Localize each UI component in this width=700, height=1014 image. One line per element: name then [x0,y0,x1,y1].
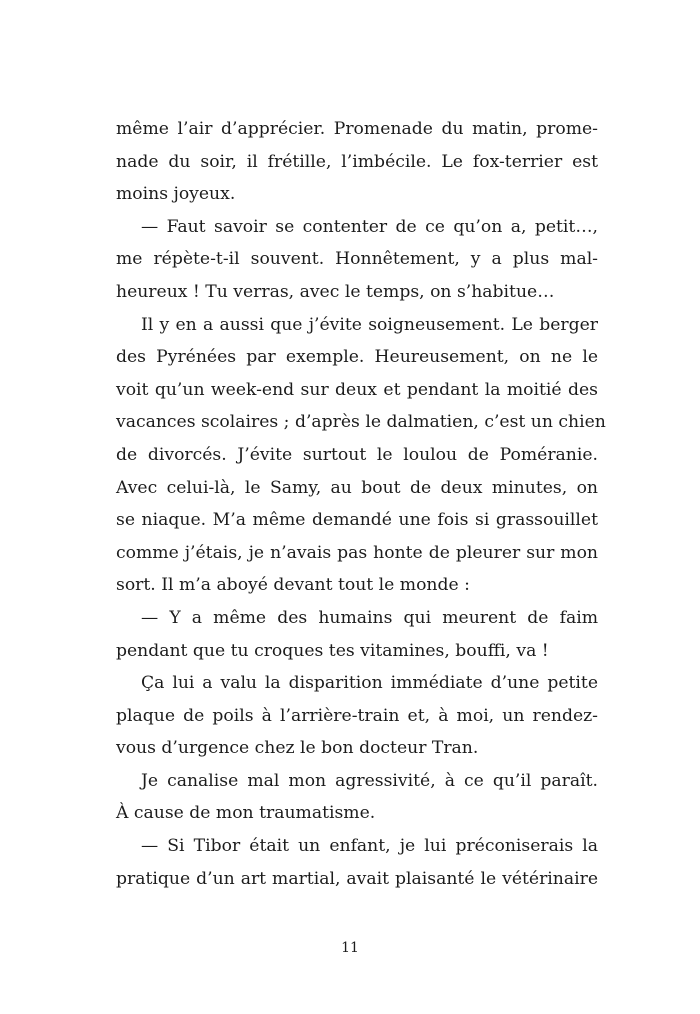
text-line: À cause de mon traumatisme. [116,803,376,824]
text-line: Avec celui-là, le Samy, au bout de deux minutes, on [116,477,598,498]
text-line: plaque de poils à l’arrière-train et, à moi, un rendez- [116,705,598,726]
text-line: — Si Tibor était un enfant, je lui préconiserais la [141,836,598,857]
text-line: vous d’urgence chez le bon docteur Tran. [116,738,479,759]
text-line: Il y en a aussi que j’évite soigneusement. Le berger [141,314,598,335]
text-line: des Pyrénées par exemple. Heureusement, on ne le [116,347,598,368]
text-line: se niaque. M’a même demandé une fois si grassouillet [116,510,598,531]
text-line: pendant que tu croques tes vitamines, bouffi, va ! [116,640,549,661]
text-line: vacances scolaires ; d’après le dalmatien, c’est un chien [116,412,606,433]
text-line: moins joyeux. [116,184,236,205]
text-line: nade du soir, il frétille, l’imbécile. Le fox-terrier est [116,151,598,172]
text-line: heureux ! Tu verras, avec le temps, on s’habitue… [116,281,555,302]
text-line: me répète-t-il souvent. Honnêtement, y a plus mal- [116,249,598,270]
text-line: de divorcés. J’évite surtout le loulou de Poméranie. [116,444,598,465]
text-line: Je canalise mal mon agressivité, à ce qu’il paraît. [141,770,598,791]
text-line: — Faut savoir se contenter de ce qu’on a, petit…, [141,216,598,237]
text-line: comme j’étais, je n’avais pas honte de pleurer sur mon [116,542,598,563]
text-line: même l’air d’apprécier. Promenade du matin, prome- [116,119,598,139]
page-number: 11 [341,940,359,956]
text-line: pratique d’un art martial, avait plaisanté le vétérinaire [116,868,598,889]
text-line: Ça lui a valu la disparition immédiate d’une petite [141,673,598,694]
text-line: sort. Il m’a aboyé devant tout le monde : [116,575,470,596]
text-line: — Y a même des humains qui meurent de faim [141,607,598,628]
body-text [116,113,606,895]
text-line: voit qu’un week-end sur deux et pendant la moitié des [116,379,598,400]
